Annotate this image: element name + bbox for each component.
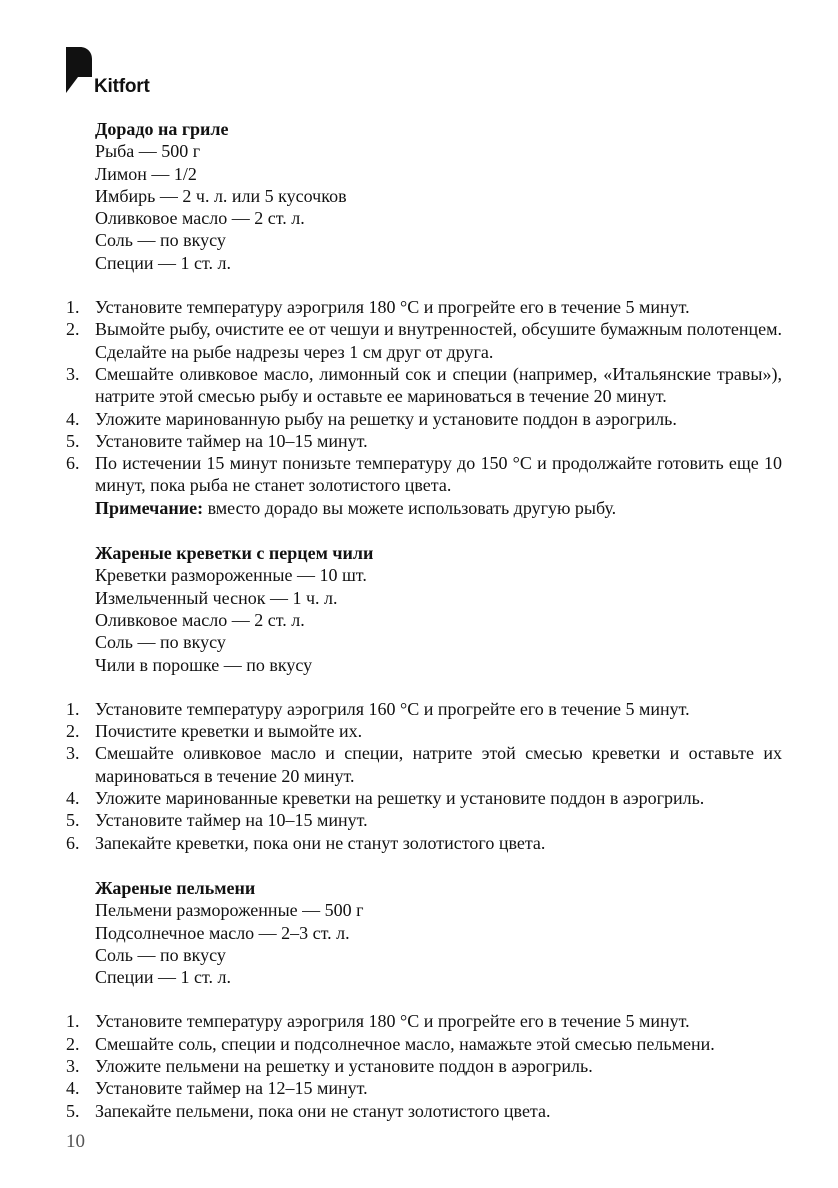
step-number: 1. [66, 1011, 80, 1032]
recipe-section [0, 877, 838, 1122]
step-item [0, 787, 782, 809]
ingredient-item: Оливковое масло — 2 ст. л. [95, 609, 305, 630]
ingredient-item: Рыба — 500 г [95, 141, 201, 162]
note-text: вместо дорадо вы можете использовать другую рыбу. [203, 497, 617, 518]
step-item [0, 408, 782, 430]
step-item [0, 809, 782, 831]
step-text: Запекайте креветки, пока они не станут золотистого цвета. [95, 832, 546, 853]
step-item [0, 318, 782, 363]
ingredient-item: Соль — по вкусу [95, 944, 226, 965]
step-item [0, 832, 782, 854]
step-text: Установите температуру аэрогриля 180 °С и прогрейте его в течение 5 минут. [95, 1011, 690, 1032]
step-item [0, 1077, 782, 1099]
step-item [0, 296, 782, 318]
recipe-note [0, 497, 838, 519]
step-text: Почистите креветки и вымойте их. [95, 721, 363, 742]
step-item [0, 720, 782, 742]
ingredient-item: Специи — 1 ст. л. [95, 967, 232, 988]
ingredient-item: Соль — по вкусу [95, 632, 226, 653]
step-text: Установите таймер на 10–15 минут. [95, 810, 368, 831]
recipe-title: Жареные пельмени [95, 877, 256, 898]
step-number: 3. [66, 363, 80, 384]
step-text: Смешайте соль, специи и подсолнечное масло, намажьте этой смесью пельмени. [95, 1033, 715, 1054]
ingredients-list [0, 899, 838, 988]
steps-list [0, 296, 838, 497]
steps-list [0, 698, 838, 854]
step-number: 4. [66, 408, 80, 429]
step-text: По истечении 15 минут понизьте температуру до 150 °С и продолжайте готовить еще 10 минут, пока рыба не станет золотистого цвета. [95, 453, 782, 496]
brand-logo [66, 47, 186, 95]
kitfort-logo-icon [66, 47, 92, 93]
ingredient-item: Измельченный чеснок — 1 ч. л. [95, 587, 338, 608]
step-text: Запекайте пельмени, пока они не станут золотистого цвета. [95, 1100, 551, 1121]
step-item [0, 698, 782, 720]
ingredient-item: Подсолнечное масло — 2–3 ст. л. [95, 922, 350, 943]
ingredients-list [0, 140, 838, 274]
step-text: Вымойте рыбу, очистите ее от чешуи и внутренностей, обсушите бумажным полотенцем. Сделайте на рыбе надрезы через 1 см друг от друга. [95, 319, 782, 362]
step-text: Установите таймер на 12–15 минут. [95, 1078, 368, 1099]
ingredient-item: Имбирь — 2 ч. л. или 5 кусочков [95, 185, 347, 206]
ingredient-item: Креветки размороженные — 10 шт. [95, 565, 367, 586]
ingredient-item: Пельмени размороженные — 500 г [95, 900, 364, 921]
ingredient-item: Оливковое масло — 2 ст. л. [95, 208, 305, 229]
step-number: 4. [66, 788, 80, 809]
step-text: Уложите маринованную рыбу на решетку и установите поддон в аэрогриль. [95, 408, 677, 429]
step-number: 6. [66, 832, 80, 853]
ingredient-item: Соль — по вкусу [95, 230, 226, 251]
step-text: Смешайте оливковое масло, лимонный сок и специи (например, «Итальянские травы»), натрите этой смесью рыбу и оставьте ее мариноваться в течение 20 минут. [95, 363, 782, 407]
step-number: 1. [66, 297, 80, 318]
page-number: 10 [66, 1131, 85, 1152]
section-spacer [0, 519, 838, 542]
step-number: 3. [66, 1055, 80, 1076]
recipe-title: Дорадо на гриле [95, 119, 229, 139]
step-number: 3. [66, 743, 80, 764]
ingredients-list [0, 564, 838, 675]
step-number: 2. [66, 319, 80, 340]
step-item [0, 363, 782, 408]
section-spacer [0, 854, 838, 877]
step-item [0, 452, 782, 497]
step-number: 2. [66, 1033, 80, 1054]
step-item [0, 1033, 782, 1055]
step-number: 5. [66, 810, 80, 831]
ingredient-item: Специи — 1 ст. л. [95, 252, 232, 273]
step-text: Уложите пельмени на решетку и установите поддон в аэрогриль. [95, 1055, 593, 1076]
recipe-page-content [0, 118, 838, 1122]
note-label: Примечание: [95, 497, 204, 518]
recipe-section [0, 118, 838, 519]
steps-list [0, 1010, 838, 1121]
step-text: Установите температуру аэрогриля 160 °С и прогрейте его в течение 5 минут. [95, 698, 690, 719]
step-item [0, 1100, 782, 1122]
recipe-section [0, 542, 838, 854]
step-number: 5. [66, 430, 80, 451]
step-text: Смешайте оливковое масло и специи, натрите этой смесью креветки и оставьте их мариноваться в течение 20 минут. [95, 743, 782, 786]
step-number: 2. [66, 721, 80, 742]
step-number: 6. [66, 453, 80, 474]
recipe-title: Жареные креветки с перцем чили [95, 543, 374, 564]
step-text: Уложите маринованные креветки на решетку и установите поддон в аэрогриль. [95, 788, 705, 809]
brand-name: Kitfort [94, 76, 150, 97]
step-number: 1. [66, 698, 80, 719]
step-number: 4. [66, 1078, 80, 1099]
step-item [0, 1010, 782, 1032]
step-text: Установите температуру аэрогриля 180 °С и прогрейте его в течение 5 минут. [95, 297, 690, 318]
step-text: Установите таймер на 10–15 минут. [95, 430, 368, 451]
step-item [0, 1055, 782, 1077]
step-item [0, 742, 782, 787]
step-item [0, 430, 782, 452]
ingredient-item: Лимон — 1/2 [95, 163, 197, 184]
step-number: 5. [66, 1100, 80, 1121]
ingredient-item: Чили в порошке — по вкусу [95, 654, 313, 675]
